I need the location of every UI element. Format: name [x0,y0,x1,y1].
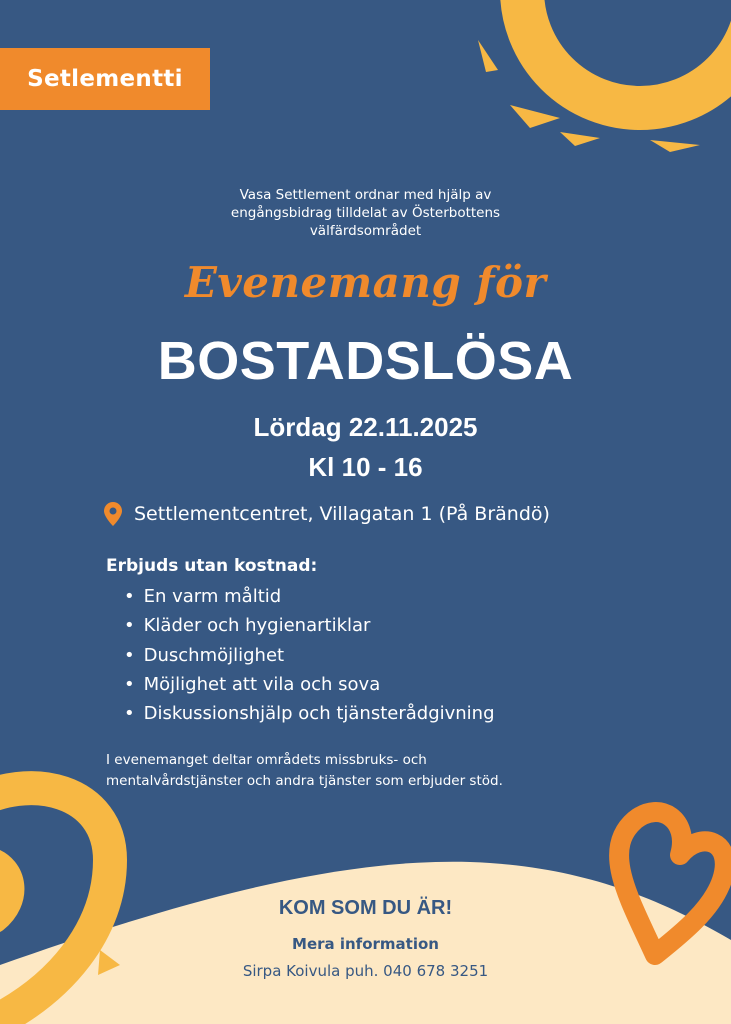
contact-info: Sirpa Koivula puh. 040 678 3251 [242,962,489,980]
list-item: • Möjlighet att vila och sova [124,670,495,699]
intro-line: välfärdsområdet [309,223,422,239]
call-to-action: KOM SOM DU ÄR! [278,897,453,919]
offer-heading: Erbjuds utan kostnad: [106,556,318,576]
offer-list [124,582,495,728]
event-date: Lördag 22.11.2025 [253,412,478,442]
event-time: Kl 10 - 16 [308,452,423,482]
list-item: • Duschmöjlighet [124,641,495,670]
list-item: • Diskussionshjälp och tjänsterådgivning [124,699,495,728]
note-line: mentalvårdstjänster och andra tjänster som erbjuder stöd. [106,773,503,789]
event-main-title: BOSTADSLÖSA [157,331,574,391]
note-line: I evenemanget deltar områdets missbruks- och [106,752,427,768]
location-text: Settlementcentret, Villagatan 1 (På Brändö) [134,503,550,525]
yellow-brush-ring-top-right [478,0,731,152]
logo-badge [0,48,210,110]
logo-text: Setlementti [27,66,183,92]
intro-text [150,186,581,240]
location-pin-icon [104,502,122,526]
intro-line: engångsbidrag tilldelat av Österbottens [230,205,501,221]
services-note [106,750,606,792]
intro-line: Vasa Settlement ordnar med hjälp av [239,187,492,203]
more-info-label: Mera information [292,935,439,953]
event-script-title: Evenemang för [184,258,547,307]
list-item: • Kläder och hygienartiklar [124,611,495,640]
event-location [104,500,550,528]
list-item: • En varm måltid [124,582,495,611]
